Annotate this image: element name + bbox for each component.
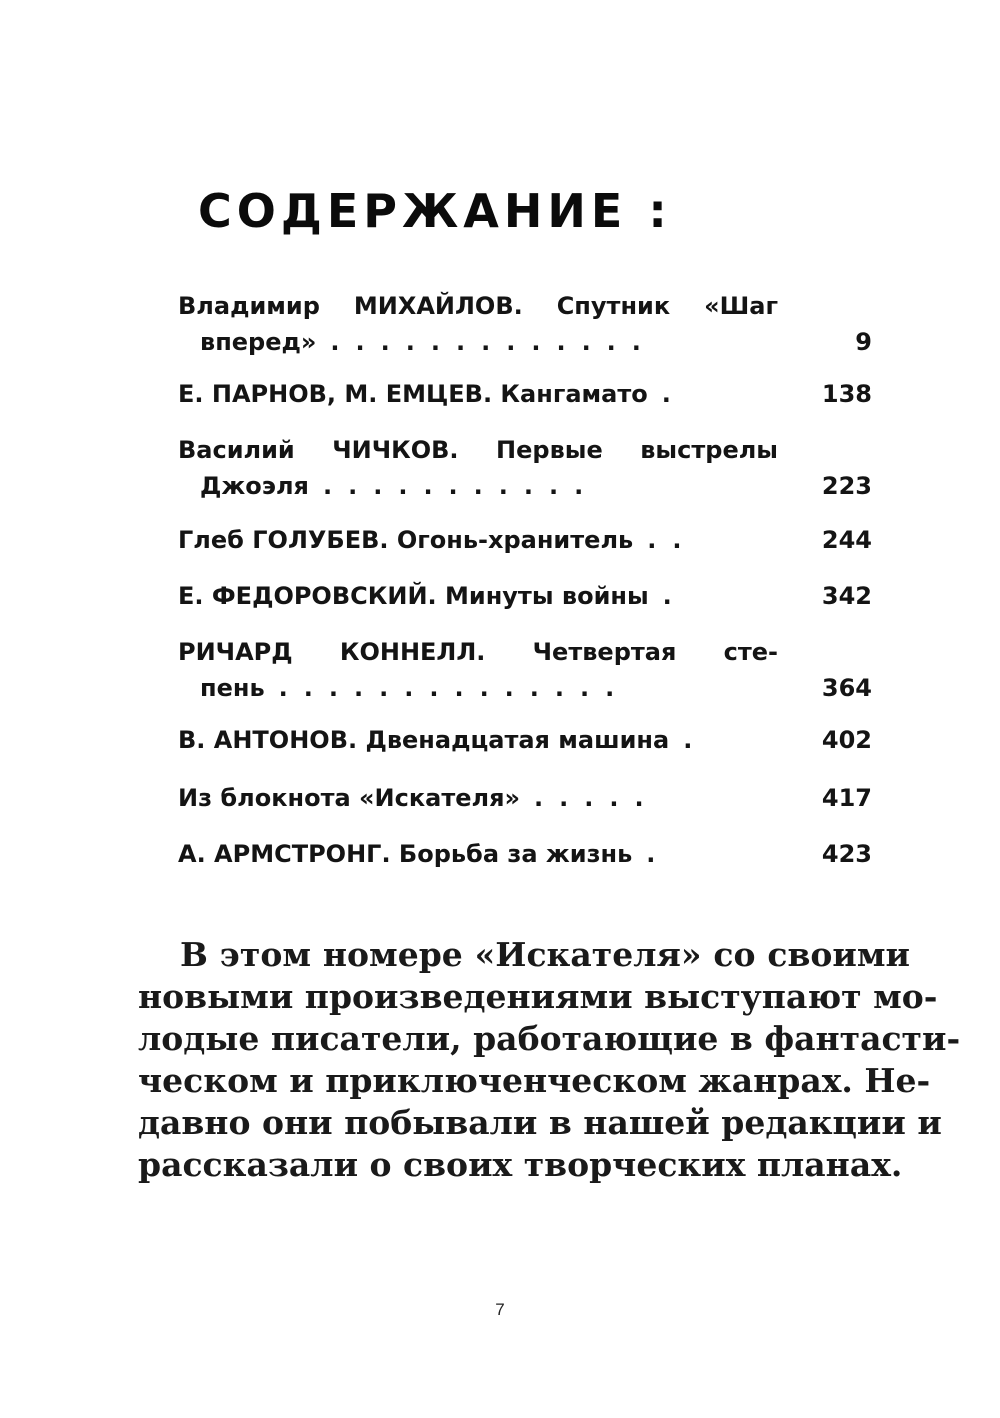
- toc-leader-dots: .: [646, 840, 672, 868]
- toc-entry-title: Из блокнота «Искателя»: [178, 784, 521, 812]
- toc-entry-continuation: [178, 670, 872, 706]
- toc-entry: [178, 780, 872, 816]
- toc-leader-dots: ..: [647, 526, 698, 554]
- toc-page-number: 138: [821, 380, 872, 408]
- toc-entry-line: [178, 780, 872, 816]
- editorial-note-line: давно они побывали в нашей редакции и: [138, 1103, 942, 1142]
- toc-leader-dots: .: [662, 582, 688, 610]
- editorial-note-line: лодые писатели, работающие в фантасти-: [138, 1019, 961, 1058]
- toc-leader-dots: .....: [534, 784, 660, 812]
- toc-page-number: 417: [821, 784, 872, 812]
- toc-entry-title-cont: вперед»: [200, 328, 317, 356]
- page-number: 7: [495, 1300, 505, 1319]
- toc-entry-title: Глеб ГОЛУБЕВ. Огонь-хранитель: [178, 526, 634, 554]
- toc-leader-dots: .............: [330, 328, 657, 356]
- toc-entry: [178, 722, 872, 758]
- toc-entry-title: Владимир МИХАЙЛОВ. Спутник «Шаг: [178, 292, 778, 320]
- toc-title: СОДЕРЖАНИЕ :: [198, 184, 672, 238]
- toc-entry-title: А. АРМСТРОНГ. Борьба за жизнь: [178, 840, 633, 868]
- editorial-note-line: рассказали о своих творческих планах.: [138, 1145, 903, 1184]
- toc-entry-title: Василий ЧИЧКОВ. Первые выстрелы: [178, 436, 778, 464]
- toc-entry-line: [178, 522, 872, 558]
- toc-page-number: 342: [821, 582, 872, 610]
- toc-entry-continuation: [178, 324, 872, 360]
- toc-leader-dots: ...........: [322, 472, 600, 500]
- toc-entry-title: Е. ПАРНОВ, М. ЕМЦЕВ. Кангамато: [178, 380, 648, 408]
- editorial-note-line: ческом и приключенческом жанрах. Не-: [138, 1061, 931, 1100]
- toc-entry: [178, 836, 872, 872]
- toc-page-number: 364: [821, 674, 872, 702]
- toc-entry-line: [178, 376, 872, 412]
- toc-entry-title: РИЧАРД КОННЕЛЛ. Четвертая сте-: [178, 638, 778, 666]
- toc-leader-dots: .: [661, 380, 687, 408]
- toc-entry: [178, 522, 872, 558]
- toc-leader-dots: .: [683, 726, 709, 754]
- toc-entry-line: [178, 578, 872, 614]
- toc-page-number: 244: [821, 526, 872, 554]
- editorial-note: [138, 934, 961, 1186]
- toc-entry: [178, 376, 872, 412]
- toc-entry-title: Е. ФЕДОРОВСКИЙ. Минуты войны: [178, 582, 649, 610]
- toc-entry-continuation: [178, 468, 872, 504]
- toc-entry: [178, 578, 872, 614]
- toc-entry: [178, 432, 872, 504]
- toc-entry-title-cont: Джоэля: [200, 472, 309, 500]
- editorial-note-line: новыми произведениями выступают мо-: [138, 977, 938, 1016]
- toc-entry-title: В. АНТОНОВ. Двенадцатая машина: [178, 726, 670, 754]
- toc-page-number: 223: [821, 472, 872, 500]
- editorial-note-line: В этом номере «Искателя» со своими: [180, 935, 910, 974]
- toc-entry-line: [178, 836, 872, 872]
- toc-entry: [178, 634, 872, 706]
- toc-page-number: 402: [821, 726, 872, 754]
- toc-entry-title-cont: пень: [200, 674, 265, 702]
- toc-leader-dots: ..............: [278, 674, 631, 702]
- toc-page-number: 9: [855, 328, 872, 356]
- toc-entry-line: [178, 722, 872, 758]
- toc-entry: [178, 288, 872, 360]
- toc-page-number: 423: [821, 840, 872, 868]
